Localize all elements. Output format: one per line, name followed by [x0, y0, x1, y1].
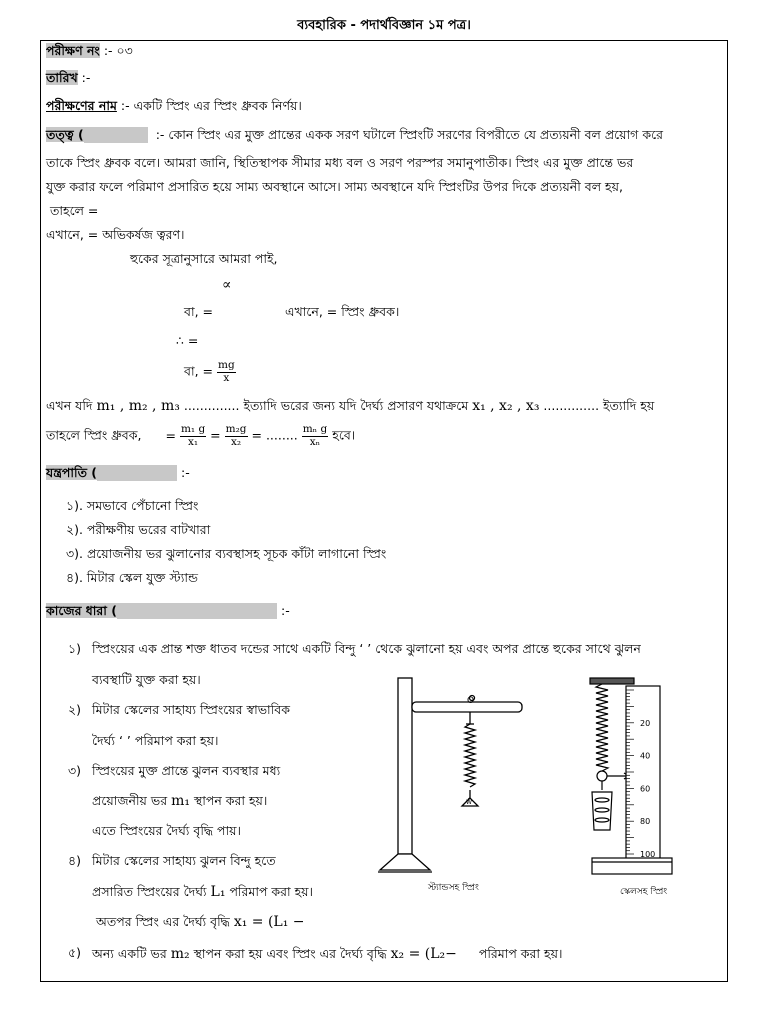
- scale-figure-caption: স্কেলসহ স্প্রিং: [620, 887, 668, 897]
- apparatus-item-2: ২). পরীক্ষণীয় ভরের বাটখারা: [66, 522, 211, 537]
- theory-line-7b: এখানে, = স্প্রিং ধ্রুবক।: [285, 304, 400, 319]
- fraction-2: $\frac{\text{m₂g}}{\text{x₂}}$: [225, 423, 247, 448]
- theory-line-4: তাহলে =: [50, 203, 99, 218]
- scale-tick-label: 60: [640, 784, 651, 794]
- scale-tick-label: 80: [640, 817, 651, 827]
- pivot-point-label: O: [467, 696, 475, 706]
- apparatus-item-3: ৩). প্রয়োজনীয় ভর ঝুলানোর ব্যবস্থাসহ সূচক কাঁটা লাগানো স্প্রিং: [66, 546, 387, 561]
- experiment-no-value: :- ০৩: [103, 43, 133, 58]
- procedure-label: কাজের ধারা (: [46, 603, 277, 618]
- step-5-line: অন্য একটি ভর m₂ স্থাপন করা হয় এবং স্প্রিং এর দৈর্ঘ্য বৃদ্ধি x₂ = (L₂− পরিমাপ করা হয়।: [92, 946, 563, 962]
- scale-tick-label: 100: [640, 850, 656, 859]
- theory-line-9: বা, = $\frac{mg}{x}$: [184, 359, 235, 384]
- weight-label: W: [466, 799, 472, 806]
- step-4-line-2: প্রসারিত স্প্রিংয়ের দৈর্ঘ্য L₁ পরিমাপ করা হয়।: [92, 884, 314, 900]
- theory-line-2: তাকে স্প্রিং ধ্রুবক বলে। আমরা জানি, স্থিতিস্থাপক সীমার মধ্য বল ও সরণ পরস্পর সমানুপাতীক। স্প্রিং এর মুক্ত প্রান্তে ভর: [46, 155, 634, 170]
- mass-series: m₁ , m₂ , m₃: [96, 398, 180, 414]
- step-3-line-3: এতে স্প্রিংয়ের দৈর্ঘ্য বৃদ্ধি পায়।: [92, 823, 242, 838]
- apparatus-item-4: ৪). মিটার স্কেল যুক্ত স্ট্যান্ড: [66, 570, 198, 585]
- theory-text-1: :- কোন স্প্রিং এর মুক্ত প্রান্তের একক সরণ ঘটালে স্প্রিংটি সরণের বিপরীতে যে প্রত্যয়নী বল প্রয়োগ করে: [155, 127, 663, 142]
- theory-line-5: এখানে, = অভিকর্ষজ ত্বরণ।: [46, 227, 185, 242]
- scale-tick-label: 40: [640, 751, 651, 761]
- step-1-number: ১): [68, 641, 81, 656]
- page-title: ব্যবহারিক - পদার্থবিজ্ঞান ১ম পত্র।: [297, 18, 471, 33]
- scale-tick-label: 20: [640, 718, 651, 728]
- theory-line-7a: বা, =: [184, 304, 214, 319]
- proportional-sign: ∝: [222, 277, 232, 293]
- fraction-n: $\frac{\text{mₙ g}}{\text{xₙ}}$: [302, 423, 328, 448]
- step-3-number: ৩): [68, 763, 82, 778]
- step-1-line-1: স্প্রিংয়ের এক প্রান্ত শক্ত ধাতব দন্ডের সাথে একটি বিন্দু ‘ ’ থেকে ঝুলানো হয় এবং অপর প্রান্তে হুকের সাথে ঝুলন: [92, 641, 641, 656]
- stand-spring-figure: [370, 672, 540, 900]
- theory-line-3: যুক্ত করার ফলে পরিমাণ প্রসারিত হয়ে সাম্য অবস্থানে আসে। সাম্য অবস্থানে যদি স্প্রিংটির উপর দিকে প্রত্যয়নী বল হয়,: [46, 179, 623, 194]
- step-2-number: ২): [68, 702, 82, 717]
- procedure-heading: কাজের ধারা ( :-: [46, 603, 290, 618]
- step-2-line-1: মিটার স্কেলের সাহায্য স্প্রিংয়ের স্বাভাবিক: [92, 702, 290, 717]
- apparatus-label: যন্ত্রপাতি (: [46, 465, 177, 480]
- fraction-1: $\frac{\text{m₁ g}}{\text{x₁}}$: [180, 423, 206, 448]
- theory-line-10: এখন যদি m₁ , m₂ , m₃ .............. ইত্যাদি ভরের জন্য যদি দৈর্ঘ্য প্রসারণ যথাক্রমে x₁ , x₂ , x₃ .............. ইত্যাদি হয়: [46, 398, 655, 414]
- theory-line-6: হুকের সূত্রানুসারে আমরা পাই,: [130, 251, 278, 266]
- experiment-no-label: পরীক্ষণ নং: [46, 43, 100, 58]
- date-value: :-: [81, 70, 91, 85]
- theory-line-8: ∴ =: [176, 333, 199, 348]
- step-4-number: ৪): [68, 853, 81, 868]
- step-1-line-2: ব্যবস্থাটি যুক্ত করা হয়।: [92, 672, 201, 687]
- date-label: তারিখ: [46, 70, 78, 85]
- scale-spring-figure: [572, 672, 682, 900]
- experiment-no-row: [46, 44, 133, 58]
- apparatus-item-1: ১). সমভাবে পেঁচানো স্প্রিং: [66, 498, 199, 513]
- apparatus-heading: যন্ত্রপাতি ( :-: [46, 465, 190, 480]
- step-3-line-2: প্রয়োজনীয় ভর m₁ স্থাপন করা হয়।: [92, 793, 268, 809]
- experiment-name-row: [46, 99, 302, 113]
- date-row: [46, 71, 90, 85]
- experiment-name-value: :- একটি স্প্রিং এর স্প্রিং ধ্রুবক নির্ণয়।: [120, 98, 302, 113]
- step-3-line-1: স্প্রিংয়ের মুক্ত প্রান্তে ঝুলন ব্যবস্থার মধ্য: [92, 763, 281, 778]
- step-2-line-2: দৈর্ঘ্য ‘ ’ পরিমাপ করা হয়।: [92, 733, 219, 748]
- step-4-line-3: অতপর স্প্রিং এর দৈর্ঘ্য বৃদ্ধি x₁ = (L₁ −: [96, 914, 305, 930]
- step-5-number: ৫): [68, 945, 81, 960]
- experiment-name-label: পরীক্ষণের নাম: [46, 98, 117, 113]
- fraction-mg-over-x: $\frac{mg}{x}$: [218, 359, 235, 384]
- stand-figure-caption: স্ট্যান্ডসহ স্প্রিং: [428, 883, 479, 893]
- theory-label: তত্ত্ব (: [46, 127, 148, 142]
- extension-series: x₁ , x₂ , x₃: [472, 398, 540, 414]
- step-4-line-1: মিটার স্কেলের সাহায্য ঝুলন বিন্দু হতে: [92, 853, 276, 868]
- theory-line-1: [46, 128, 663, 143]
- theory-line-11: তাহলে স্প্রিং ধ্রুবক, = $\frac{\text{m₁ g}}{\text{x₁}}$ = $\frac{\text{m₂g}}{\text{x₂}}$ = ........ $\frac{\text{mₙ g}}{\text{xₙ}}$ হবে।: [46, 423, 356, 448]
